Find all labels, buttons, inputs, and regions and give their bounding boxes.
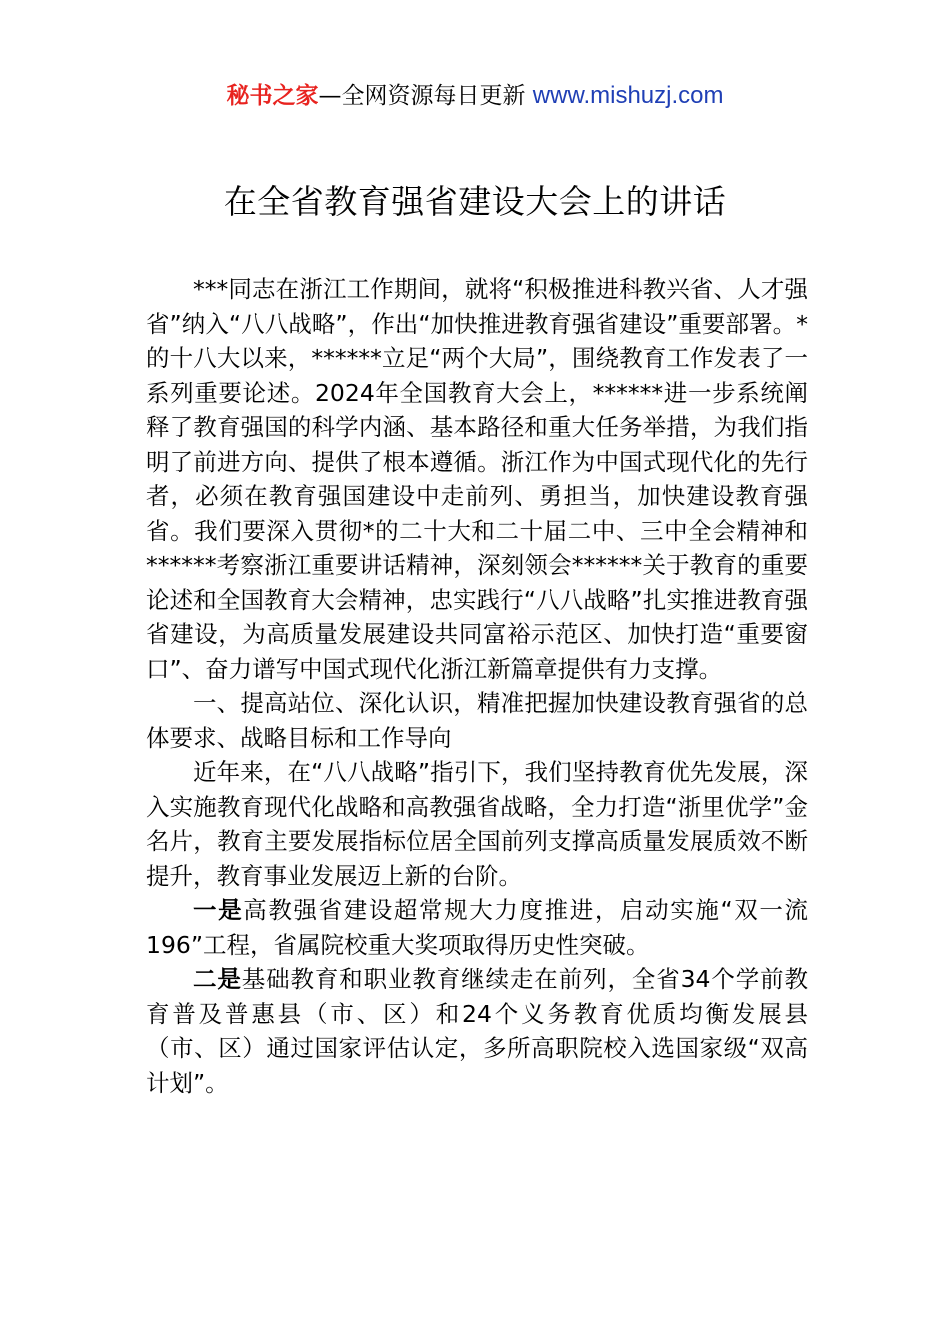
paragraph-text: 高教强省建设超常规大力度推进，启动实施“双一流196”工程，省属院校重大奖项取得历史性突破。 xyxy=(146,896,808,959)
paragraph-achievements xyxy=(146,755,808,893)
site-slogan: —全网资源每日更新 xyxy=(318,83,533,109)
point-lead: 一是 xyxy=(193,896,244,924)
document-body xyxy=(146,272,808,1100)
paragraph-point-2 xyxy=(146,962,808,1100)
site-brand: 秘书之家 xyxy=(226,83,319,109)
paragraph-point-1 xyxy=(146,893,808,962)
point-lead: 二是 xyxy=(193,965,242,993)
paragraph-text: ***同志在浙江工作期间，就将“积极推进科教兴省、人才强省”纳入“八八战略”，作出“加快推进教育强省建设”重要部署。*的十八大以来，******立足“两个大局”，围绕教育工作发表了一系列重要论述。2024年全国教育大会上，******进一步系统阐释了教育强国的科学内涵、基本路径和重大任务举措，为我们指明了前进方向、提供了根本遵循。浙江作为中国式现代化的先行者，必须在教育强国建设中走前列、勇担当，加快建设教育强省。我们要深入贯彻*的二十大和二十届二中、三中全会精神和******考察浙江重要讲话精神，深刻领会******关于教育的重要论述和全国教育大会精神，忠实践行“八八战略”扎实推进教育强省建设，为高质量发展建设共同富裕示范区、加快打造“重要窗口”、奋力谱写中国式现代化浙江新篇章提供有力支撑。 xyxy=(146,275,808,683)
paragraph-intro xyxy=(146,272,808,686)
paragraph-text: 近年来，在“八八战略”指引下，我们坚持教育优先发展，深入实施教育现代化战略和高教强省战略，全力打造“浙里优学”金名片，教育主要发展指标位居全国前列支撑高质量发展质效不断提升，教育事业发展迈上新的台阶。 xyxy=(146,758,808,890)
site-url-link[interactable]: www.mishuzj.com xyxy=(532,82,724,109)
section-heading-1 xyxy=(146,686,808,755)
document-title: 在全省教育强省建设大会上的讲话 xyxy=(223,182,727,221)
site-header xyxy=(0,80,950,112)
paragraph-text: 一、提高站位、深化认识，精准把握加快建设教育强省的总体要求、战略目标和工作导向 xyxy=(146,689,808,752)
paragraph-text: 基础教育和职业教育继续走在前列，全省34个学前教育普及普惠县（市、区）和24个义务教育优质均衡发展县（市、区）通过国家评估认定，多所高职院校入选国家级“双高计划”。 xyxy=(146,965,809,1097)
